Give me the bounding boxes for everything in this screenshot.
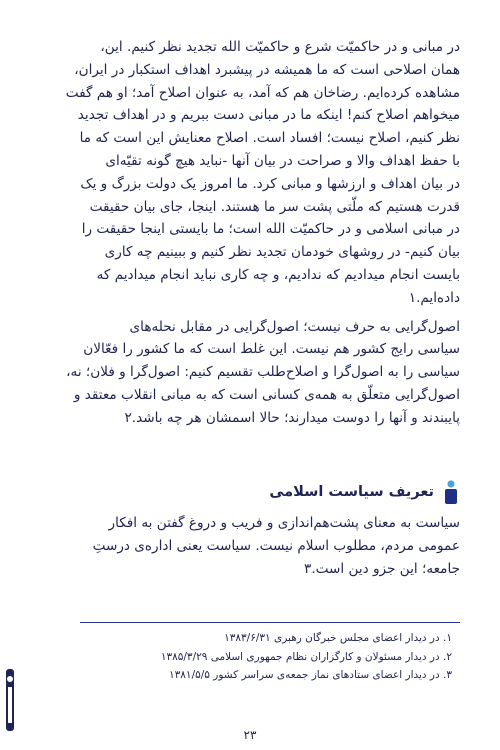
text-line: در بیان اهداف و ارزشها و مبانی کرد. ما امروز یک دولت بزرگ و یک bbox=[80, 175, 460, 192]
text-line: قدرت هستیم که ملّتی پشت سر ما هستند. اینجا، جای بیان حقیقت bbox=[89, 198, 460, 215]
page-number: ۲۳ bbox=[243, 728, 257, 742]
text-line: پایبندند و آنها را دوست میدارند؛ حالا اسمشان هر چه باشد.۲ bbox=[124, 409, 460, 426]
text-line: اصول‌گرایی متعلّق به همه‌ی کسانی است که به مبانی انقلاب معتقد و bbox=[73, 386, 460, 403]
text-line: جامعه؛ این جزو دین است.۳ bbox=[304, 560, 460, 577]
text-line: سیاسی رایج کشور هم نیست. این غلط است که ما کشور را فعّالان bbox=[83, 341, 460, 358]
paragraph-1 bbox=[38, 36, 460, 310]
text-line: بیان کنیم- در روشهای خودمان تجدید نظر کنیم و ببینیم چه کاری bbox=[104, 244, 460, 261]
vertical-logo-mark bbox=[2, 665, 18, 735]
text-line: عمومی مردم، مطلوب اسلام نیست. سیاست یعنی اداره‌ی درستِ bbox=[92, 537, 460, 554]
text-line: داده‌ایم.۱ bbox=[408, 289, 460, 306]
text-line: در مبانی اسلامی و در حاکمیّت الله است؛ ما بایستی اینجا حقیقت را bbox=[81, 221, 460, 238]
text-line: سیاست به معنای پشت‌هم‌اندازی و فریب و دروغ گفتن به افکار bbox=[108, 515, 460, 531]
text-line: بایست انجام میدادیم که ندادیم، و چه کاری نباید انجام میدادیم که bbox=[96, 266, 460, 283]
text-line: نظر کنیم، اصلاح نیست؛ افساد است. اصلاح معنایش این است که ما bbox=[79, 130, 460, 147]
paragraph-2 bbox=[38, 316, 460, 430]
footnote-divider bbox=[80, 622, 460, 623]
text-line: در مبانی و در حاکمیّت شرع و حاکمیّت الله تجدید نظر کنیم. این، bbox=[100, 39, 460, 55]
text-line: همان اصلاحی است که ما همیشه در پیشبرد اهداف استکبار در ایران، bbox=[74, 61, 460, 78]
main-text bbox=[38, 36, 460, 430]
text-line: با حفظ اهداف والا و صراحت در بیان آنها -نباید هیچ گونه تقیّه‌ای bbox=[105, 152, 460, 169]
text-line: سیاسی را به اصول‌گرا و اصلاح‌طلب تقسیم کنیم: اصول‌گرا و فلان؛ نه، bbox=[66, 364, 460, 381]
footnotes bbox=[60, 629, 452, 685]
text-line: مشاهده کرده‌ایم. رضاخان هم که آمد، به عنوان اصلاح آمد؛ او هم گفت bbox=[65, 84, 460, 101]
footnote-item: ۲. در دیدار مسئولان و کارگزاران نظام جمهوری اسلامی ۱۳۸۵/۳/۲۹ bbox=[160, 650, 452, 663]
person-icon bbox=[442, 480, 460, 504]
section-text bbox=[38, 512, 460, 580]
footnote-item: ۳. در دیدار اعضای ستادهای نماز جمعه‌ی سراسر کشور ۱۳۸۱/۵/۵ bbox=[169, 669, 452, 681]
text-line: اصول‌گرایی به حرف نیست؛ اصول‌گرایی در مقابل نحله‌های bbox=[129, 318, 460, 335]
section-title: تعریف سیاست اسلامی bbox=[269, 484, 434, 500]
footnote-item: ۱. در دیدار اعضای مجلس خبرگان رهبری ۱۳۸۳/۶/۳۱ bbox=[224, 632, 452, 644]
section-heading bbox=[269, 480, 460, 504]
text-line: میخواهم اصلاح کنم! اینکه ما در مبانی دست ببریم و در اهداف تجدید bbox=[77, 107, 460, 124]
